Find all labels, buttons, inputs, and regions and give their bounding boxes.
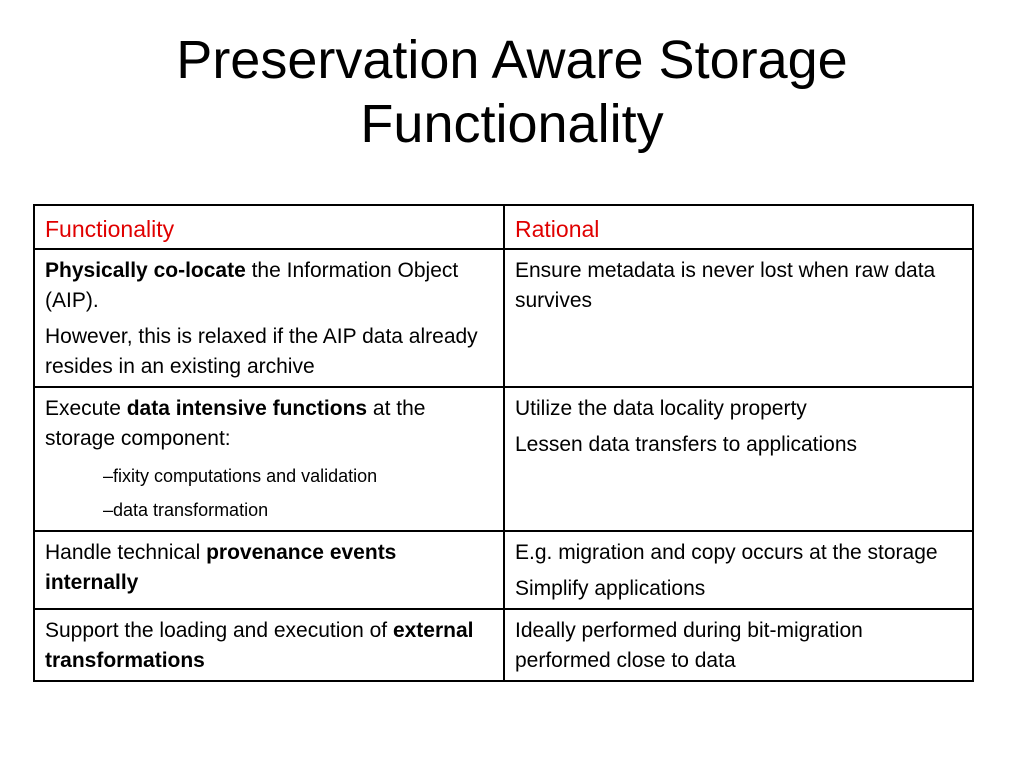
functionality-cell: [34, 387, 504, 531]
functionality-table: [33, 204, 974, 682]
table-header-row: [34, 205, 973, 249]
rational-cell: [504, 531, 973, 609]
functionality-cell: [34, 249, 504, 387]
rational-cell: [504, 387, 973, 531]
functionality-emphasis: provenance events internally: [45, 541, 397, 594]
functionality-cell: [34, 609, 504, 681]
rational-text: E.g. migration and copy occurs at the storage: [515, 541, 938, 564]
rational-text: Simplify applications: [515, 577, 706, 600]
functionality-text: [45, 394, 495, 454]
slide-title-line-1: Preservation Aware Storage: [176, 30, 848, 90]
slide-title-line-2: Functionality: [360, 94, 664, 154]
functionality-emphasis: data intensive functions: [126, 397, 368, 420]
table-row: [34, 249, 973, 387]
table-row: [34, 531, 973, 609]
functionality-sub-item: –data transformation: [103, 500, 269, 520]
functionality-text-rest: at the storage component:: [45, 397, 426, 450]
functionality-text-pre: Execute: [45, 397, 127, 420]
rational-text: Lessen data transfers to applications: [515, 433, 858, 456]
functionality-text-pre: Handle technical: [45, 541, 207, 564]
functionality-note: However, this is relaxed if the AIP data already resides in an existing archive: [45, 325, 478, 378]
table-row: [34, 387, 973, 531]
functionality-text: [45, 538, 495, 598]
rational-text: Ensure metadata is never lost when raw data survives: [515, 259, 936, 312]
functionality-text: [45, 256, 495, 316]
functionality-text-pre: Support the loading and execution of: [45, 619, 393, 642]
header-functionality: Functionality: [34, 205, 504, 249]
functionality-cell: [34, 531, 504, 609]
functionality-emphasis: external transformations: [45, 619, 474, 672]
functionality-emphasis: Physically co-locate: [45, 259, 246, 282]
rational-text: Ideally performed during bit-migration performed close to data: [515, 619, 863, 672]
functionality-sub-item: –fixity computations and validation: [103, 466, 378, 486]
slide-title: [0, 28, 1024, 156]
functionality-text-rest: the Information Object (AIP).: [45, 259, 459, 312]
table-row: [34, 609, 973, 681]
functionality-text: [45, 616, 495, 676]
rational-text: Utilize the data locality property: [515, 397, 807, 420]
rational-cell: [504, 249, 973, 387]
rational-cell: [504, 609, 973, 681]
header-rational: Rational: [504, 205, 973, 249]
